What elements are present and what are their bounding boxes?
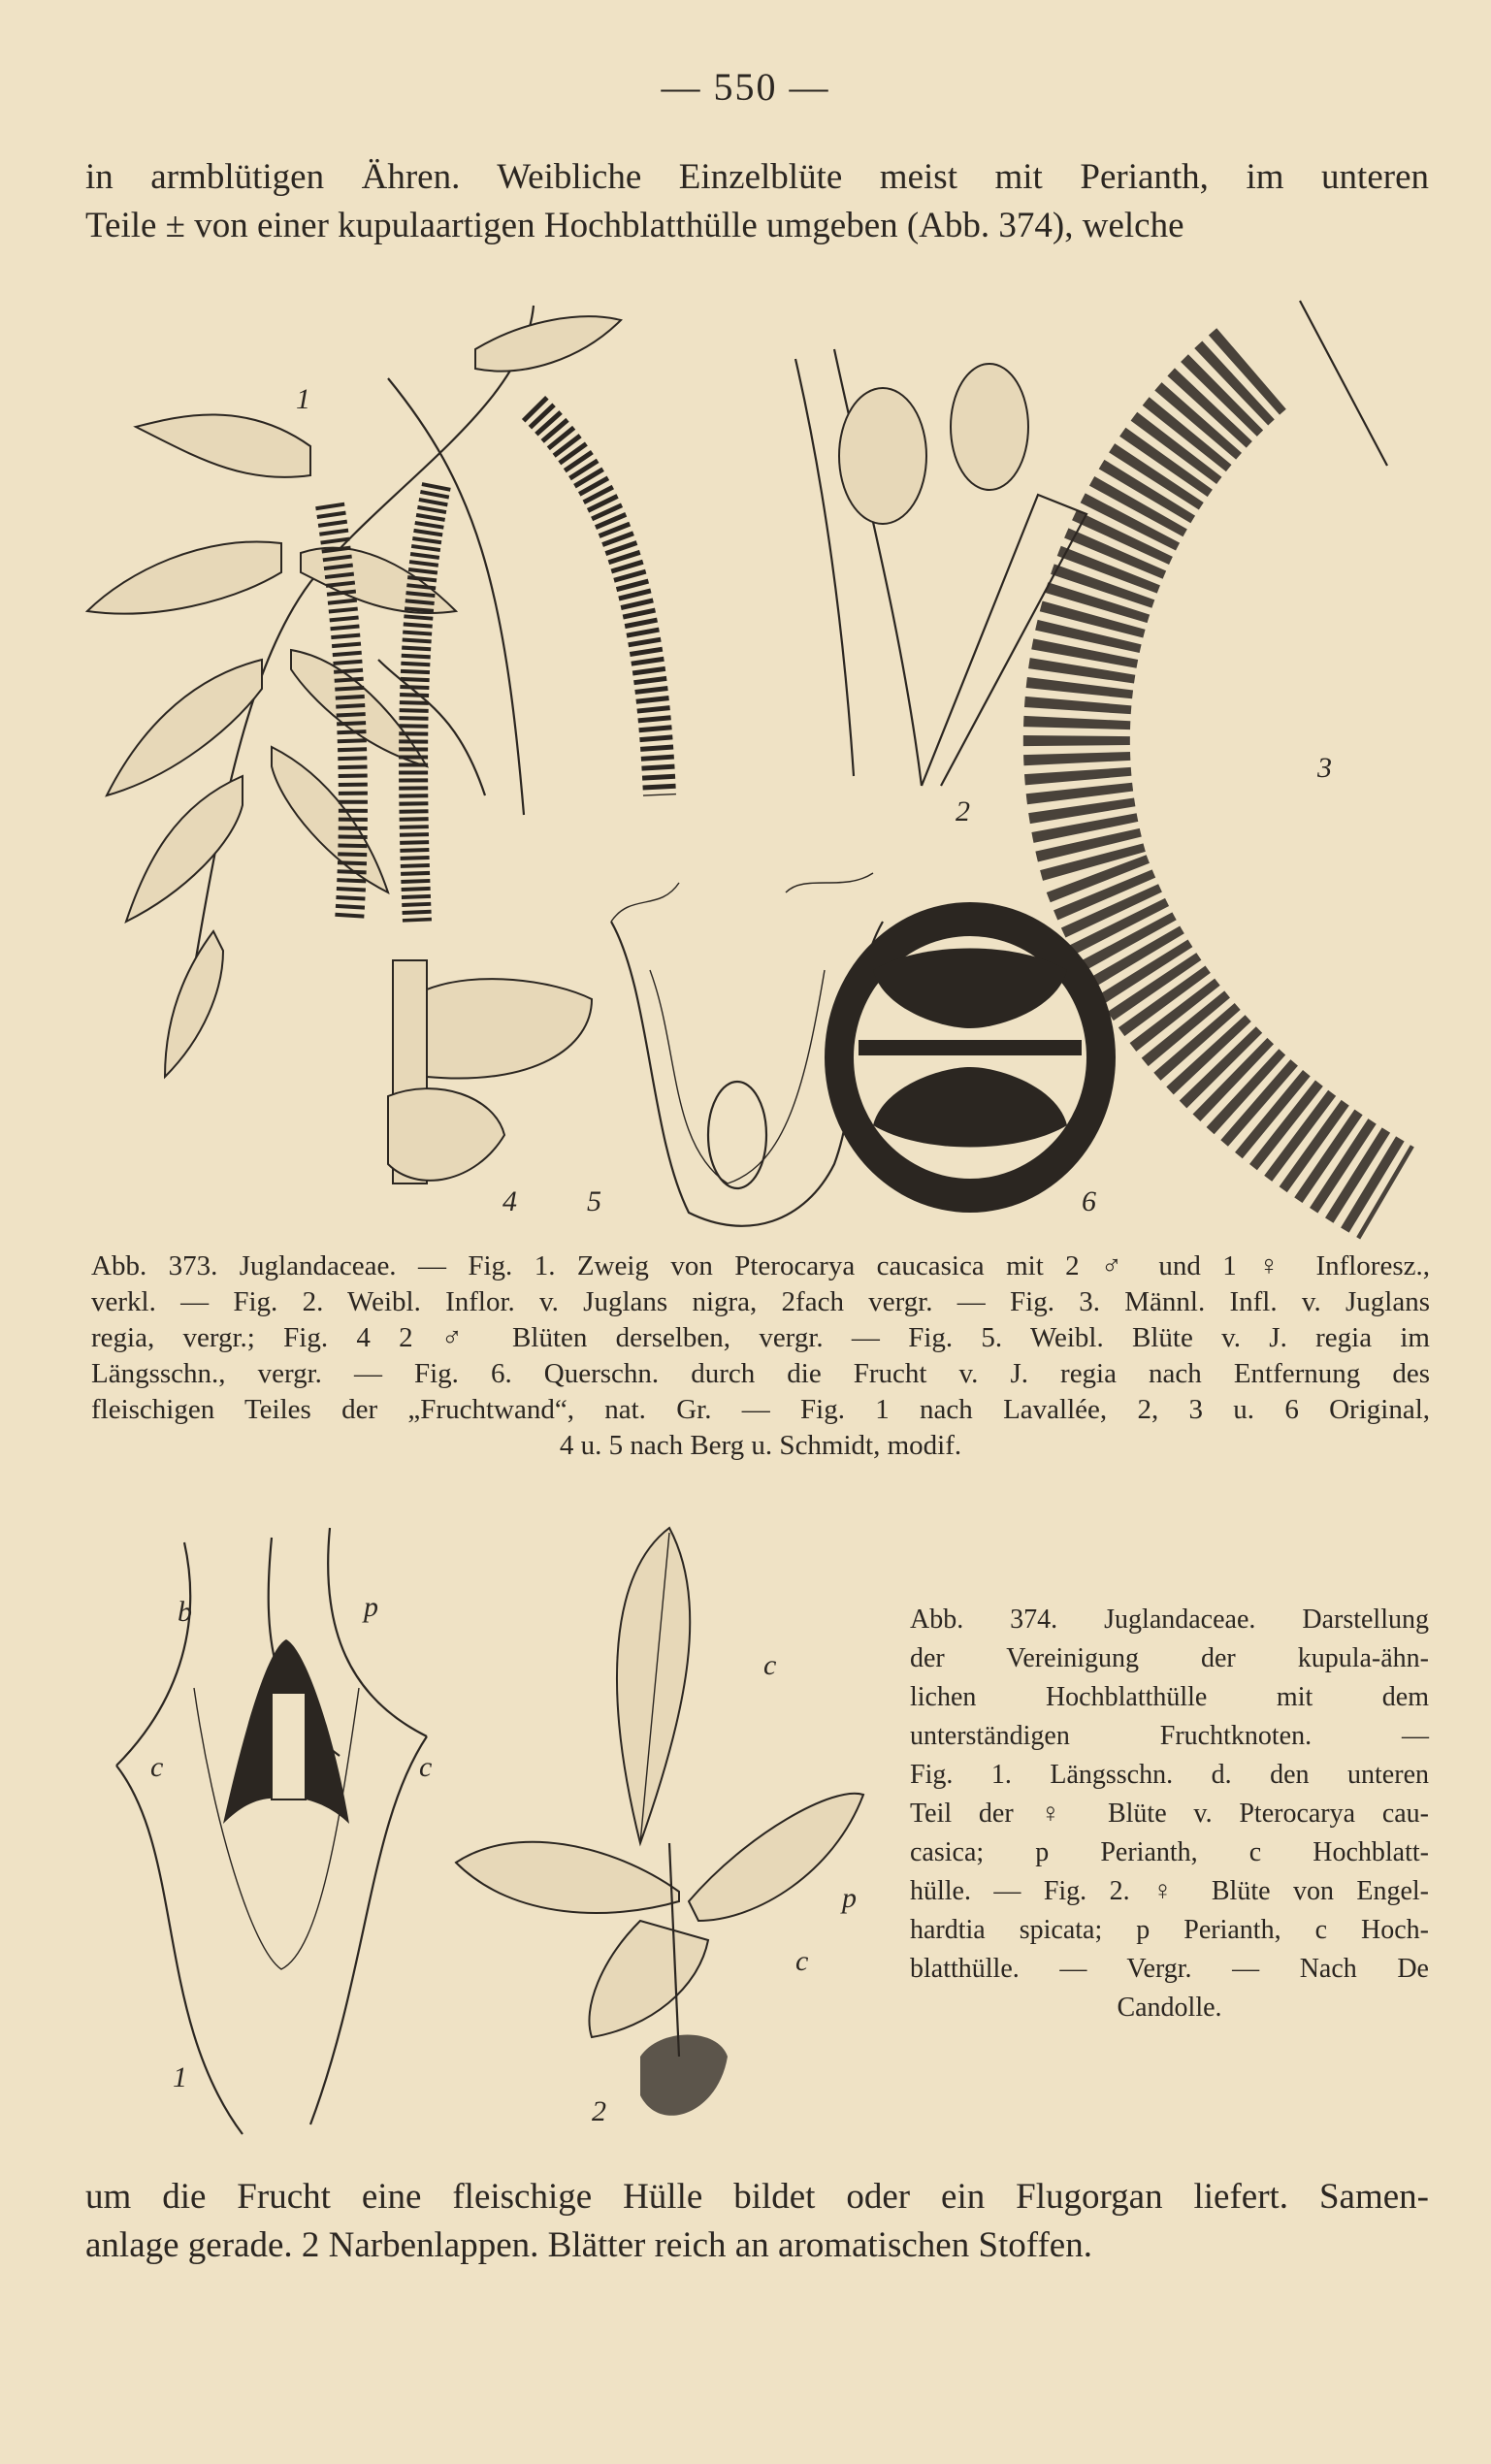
figure-label: 6 [1082,1185,1096,1217]
text-line: in armblütigen Ähren. Weibliche Einzelblüte meist mit Perianth, im unteren [85,157,1429,197]
caption-line: hülle. — Fig. 2. ♀ Blüte von Engel- [910,1876,1429,1906]
figure-label: c [419,1751,433,1783]
text-line: anlage gerade. 2 Narbenlappen. Blätter reich an aromatischen Stoffen. [85,2225,1092,2265]
caption-line: Abb. 373. Juglandaceae. — Fig. 1. Zweig von Pterocarya caucasica mit 2 ♂ und 1 ♀ Infloresz., [91,1250,1430,1281]
caption-line: casica; p Perianth, c Hochblatt- [910,1837,1429,1867]
caption-line: Teil der ♀ Blüte v. Pterocarya cau- [910,1799,1429,1829]
figure-label: c [795,1945,809,1977]
walnut-cross-section-drawing [825,902,1116,1213]
figure-label: c [763,1649,777,1681]
figure-label: 3 [1317,752,1332,784]
caption-line: Abb. 374. Juglandaceae. Darstellung [910,1605,1429,1635]
caption-line: blatthülle. — Vergr. — Nach De [910,1954,1429,1984]
male-catkins-drawing [330,407,660,922]
figure-label: 1 [296,383,310,415]
caption-line: Candolle. [1117,1993,1222,2023]
page-number: — 550 — [661,65,830,109]
juglans-regia-catkin-drawing [1077,301,1387,1193]
caption-line: 4 u. 5 nach Berg u. Schmidt, modif. [559,1430,962,1461]
caption-line: lichen Hochblatthülle mit dem [910,1682,1429,1712]
caption-line: der Vereinigung der kupula-ähn- [910,1643,1429,1673]
figure-374-caption [910,1601,1429,2027]
caption-line: Fig. 1. Längsschn. d. den unteren [910,1760,1429,1790]
figure-373-illustration [68,291,1445,1222]
male-flowers-drawing [388,960,592,1183]
figure-label: 5 [587,1185,601,1217]
pterocarya-branch-drawing [87,306,621,1077]
figure-374-illustration [97,1513,892,2144]
figure-373-caption [91,1248,1430,1464]
caption-line: hardtia spicata; p Perianth, c Hoch- [910,1915,1429,1945]
figure-label: 1 [173,2061,187,2093]
caption-line: Längsschn., vergr. — Fig. 6. Querschn. durch die Frucht v. J. regia nach Entfernung des [91,1358,1430,1389]
figure-label: p [364,1591,378,1623]
figure-label: 4 [502,1185,517,1217]
caption-line: verkl. — Fig. 2. Weibl. Inflor. v. Juglans nigra, 2fach vergr. — Fig. 3. Männl. Infl. v. Juglans [91,1286,1430,1317]
figure-label: p [842,1882,857,1914]
caption-line: unterständigen Fruchtknoten. — [910,1721,1429,1751]
top-paragraph [85,153,1429,250]
caption-line: regia, vergr.; Fig. 4 2 ♂ Blüten derselben, vergr. — Fig. 5. Weibl. Blüte v. J. regia im [91,1322,1430,1353]
bottom-paragraph [85,2173,1429,2270]
figure-label: b [178,1596,192,1628]
figure-label: c [150,1751,164,1783]
text-line: Teile ± von einer kupulaartigen Hochblatthülle umgeben (Abb. 374), welche [85,206,1184,245]
figure-label: 2 [592,2095,606,2127]
pterocarya-section-drawing [116,1528,427,2134]
figure-label: 2 [956,795,970,827]
caption-line: fleischigen Teiles der „Fruchtwand“, nat. Gr. — Fig. 1 nach Lavallée, 2, 3 u. 6 Original, [91,1394,1430,1425]
engelhardtia-flower-drawing [456,1528,863,2116]
text-line: um die Frucht eine fleischige Hülle bildet oder ein Flugorgan liefert. Samen- [85,2177,1429,2217]
